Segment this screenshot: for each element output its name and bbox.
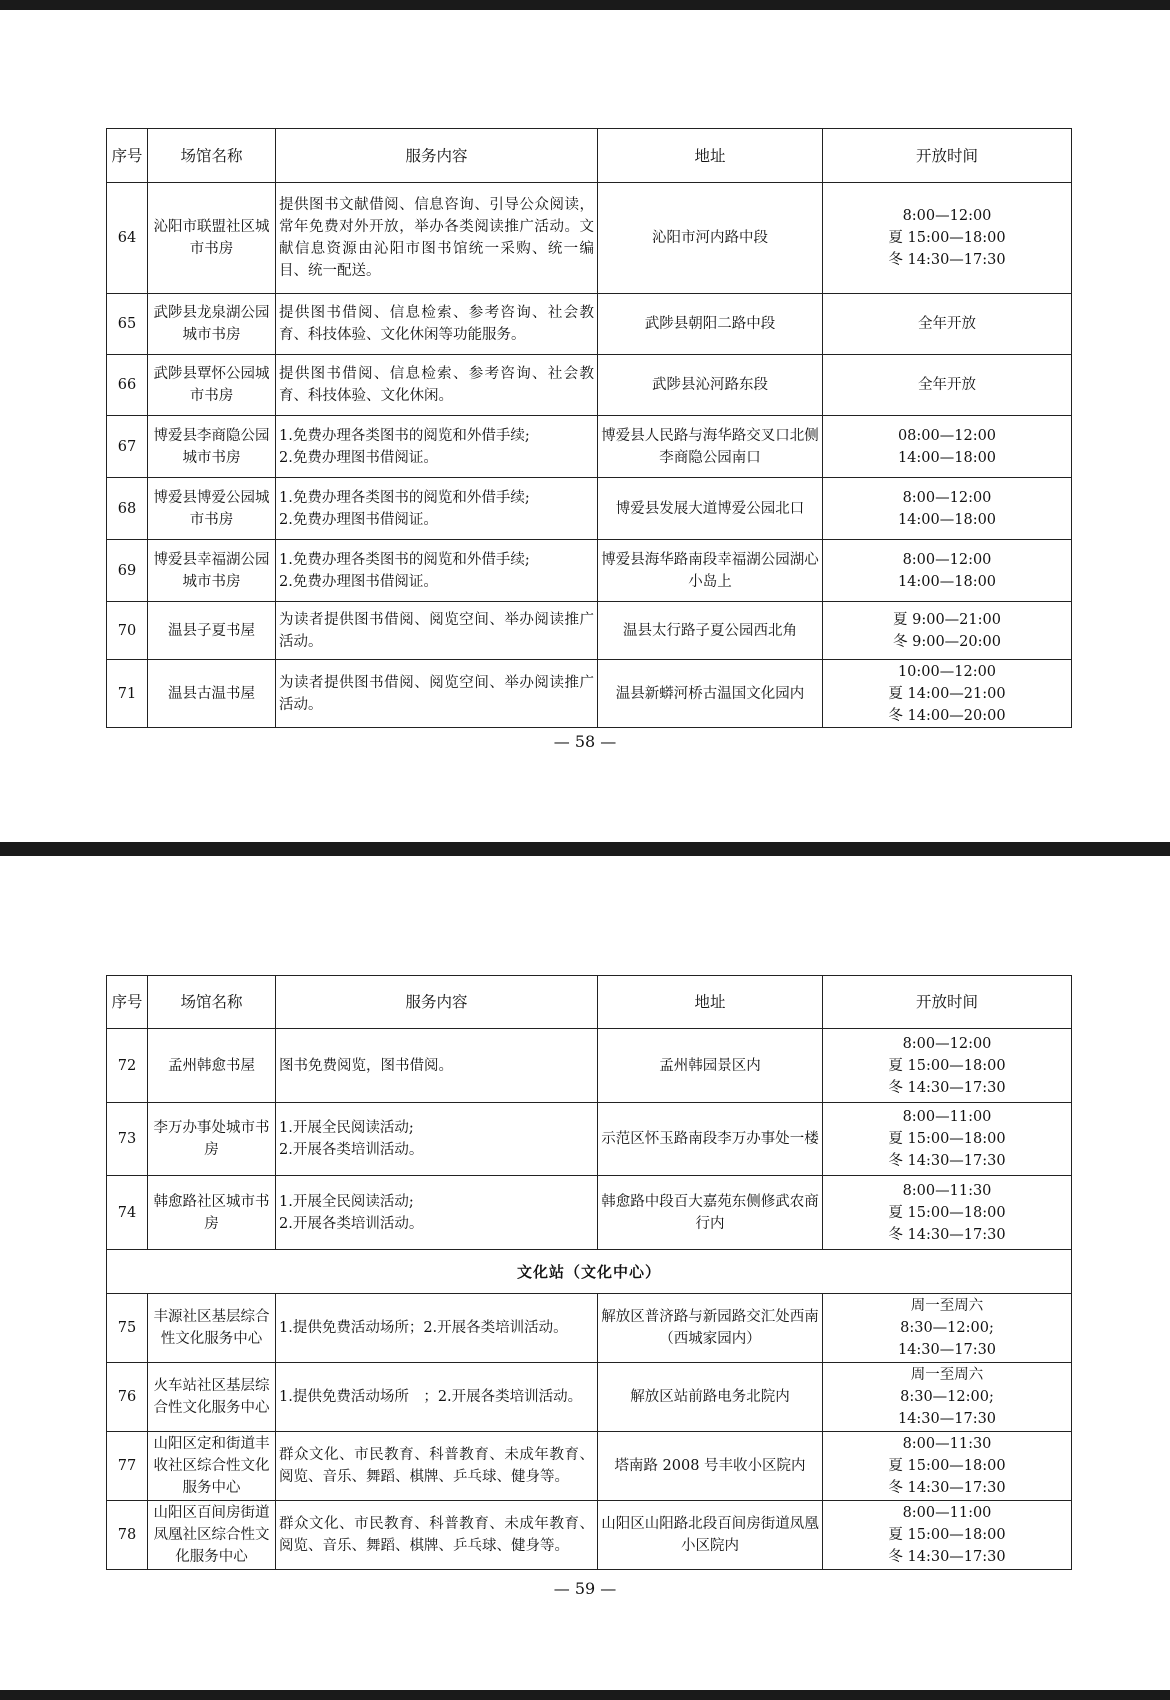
row-service: 提供图书借阅、信息检索、参考咨询、社会教育、科技体验、文化休闲等功能服务。 — [276, 294, 598, 355]
row-service: 1.提供免费活动场所；2.开展各类培训活动。 — [276, 1294, 598, 1363]
header-hours: 开放时间 — [823, 129, 1072, 183]
table-row — [107, 416, 1072, 478]
row-address: 解放区站前路电务北院内 — [598, 1363, 823, 1432]
row-service: 1.开展全民阅读活动; 2.开展各类培训活动。 — [276, 1176, 598, 1250]
row-hours: 8:00—12:00 夏 15:00—18:00 冬 14:30—17:30 — [823, 183, 1072, 294]
row-address: 山阳区山阳路北段百间房街道凤凰小区院内 — [598, 1501, 823, 1570]
row-address: 韩愈路中段百大嘉苑东侧修武农商行内 — [598, 1176, 823, 1250]
row-no: 76 — [107, 1363, 148, 1432]
row-address: 温县太行路子夏公园西北角 — [598, 602, 823, 660]
row-service: 提供图书文献借阅、信息咨询、引导公众阅读，常年免费对外开放，举办各类阅读推广活动。文献信息资源由沁阳市图书馆统一采购、统一编目、统一配送。 — [276, 183, 598, 294]
row-service: 图书免费阅览，图书借阅。 — [276, 1029, 598, 1103]
row-no: 64 — [107, 183, 148, 294]
row-address: 温县新蟒河桥古温国文化园内 — [598, 660, 823, 728]
row-hours: 全年开放 — [823, 355, 1072, 416]
table-header-row — [107, 129, 1072, 183]
row-name: 韩愈路社区城市书房 — [148, 1176, 276, 1250]
row-no: 73 — [107, 1103, 148, 1176]
row-no: 78 — [107, 1501, 148, 1570]
row-service: 为读者提供图书借阅、阅览空间、举办阅读推广活动。 — [276, 660, 598, 728]
table-row — [107, 1029, 1072, 1103]
row-hours: 10:00—12:00 夏 14:00—21:00 冬 14:00—20:00 — [823, 660, 1072, 728]
header-service: 服务内容 — [276, 129, 598, 183]
page-number: — 58 — — [553, 732, 617, 751]
section-row — [107, 1250, 1072, 1294]
table-row — [107, 294, 1072, 355]
row-address: 博爱县海华路南段幸福湖公园湖心小岛上 — [598, 540, 823, 602]
table-row — [107, 1363, 1072, 1432]
row-name: 李万办事处城市书房 — [148, 1103, 276, 1176]
row-no: 72 — [107, 1029, 148, 1103]
row-address: 博爱县发展大道博爱公园北口 — [598, 478, 823, 540]
table-row — [107, 478, 1072, 540]
section-title: 文化站（文化中心） — [107, 1250, 1072, 1294]
row-name: 山阳区百间房街道凤凰社区综合性文化服务中心 — [148, 1501, 276, 1570]
page-number: — 59 — — [553, 1579, 617, 1598]
row-address: 武陟县沁河路东段 — [598, 355, 823, 416]
row-no: 75 — [107, 1294, 148, 1363]
row-hours: 8:00—12:00 14:00—18:00 — [823, 478, 1072, 540]
venue-table-page-59 — [106, 975, 1072, 1570]
table-row — [107, 602, 1072, 660]
bottom-dark-bar — [0, 1690, 1170, 1700]
row-no: 77 — [107, 1432, 148, 1501]
row-name: 沁阳市联盟社区城市书房 — [148, 183, 276, 294]
header-service: 服务内容 — [276, 976, 598, 1029]
row-no: 65 — [107, 294, 148, 355]
header-address: 地址 — [598, 976, 823, 1029]
table-header-row — [107, 976, 1072, 1029]
row-service: 1.开展全民阅读活动; 2.开展各类培训活动。 — [276, 1103, 598, 1176]
row-address: 博爱县人民路与海华路交叉口北侧李商隐公园南口 — [598, 416, 823, 478]
row-hours: 8:00—11:00 夏 15:00—18:00 冬 14:30—17:30 — [823, 1501, 1072, 1570]
row-service: 群众文化、市民教育、科普教育、未成年教育、阅览、音乐、舞蹈、棋牌、乒乓球、健身等。 — [276, 1501, 598, 1570]
header-address: 地址 — [598, 129, 823, 183]
venue-table-page-58 — [106, 128, 1072, 728]
table-row — [107, 1432, 1072, 1501]
row-no: 69 — [107, 540, 148, 602]
row-hours: 08:00—12:00 14:00—18:00 — [823, 416, 1072, 478]
row-no: 71 — [107, 660, 148, 728]
table-row — [107, 1501, 1072, 1570]
row-hours: 夏 9:00—21:00 冬 9:00—20:00 — [823, 602, 1072, 660]
header-name: 场馆名称 — [148, 129, 276, 183]
row-name: 博爱县博爱公园城市书房 — [148, 478, 276, 540]
row-address: 孟州韩园景区内 — [598, 1029, 823, 1103]
row-no: 68 — [107, 478, 148, 540]
row-name: 武陟县覃怀公园城市书房 — [148, 355, 276, 416]
row-service: 1.免费办理各类图书的阅览和外借手续; 2.免费办理图书借阅证。 — [276, 540, 598, 602]
row-address: 解放区普济路与新园路交汇处西南（西城家园内） — [598, 1294, 823, 1363]
row-address: 武陟县朝阳二路中段 — [598, 294, 823, 355]
row-hours: 周一至周六 8:30—12:00; 14:30—17:30 — [823, 1363, 1072, 1432]
row-service: 1.免费办理各类图书的阅览和外借手续; 2.免费办理图书借阅证。 — [276, 416, 598, 478]
row-name: 火车站社区基层综合性文化服务中心 — [148, 1363, 276, 1432]
header-hours: 开放时间 — [823, 976, 1072, 1029]
table-row — [107, 355, 1072, 416]
row-name: 孟州韩愈书屋 — [148, 1029, 276, 1103]
table-row — [107, 1294, 1072, 1363]
row-name: 博爱县幸福湖公园城市书房 — [148, 540, 276, 602]
table-row — [107, 183, 1072, 294]
row-no: 70 — [107, 602, 148, 660]
row-service: 1.提供免费活动场所 ；2.开展各类培训活动。 — [276, 1363, 598, 1432]
row-no: 67 — [107, 416, 148, 478]
row-hours: 8:00—12:00 夏 15:00—18:00 冬 14:30—17:30 — [823, 1029, 1072, 1103]
row-name: 山阳区定和街道丰收社区综合性文化服务中心 — [148, 1432, 276, 1501]
row-hours: 8:00—12:00 14:00—18:00 — [823, 540, 1072, 602]
row-hours: 8:00—11:30 夏 15:00—18:00 冬 14:30—17:30 — [823, 1176, 1072, 1250]
row-name: 武陟县龙泉湖公园城市书房 — [148, 294, 276, 355]
row-hours: 8:00—11:00 夏 15:00—18:00 冬 14:30—17:30 — [823, 1103, 1072, 1176]
table-row — [107, 540, 1072, 602]
row-name: 丰源社区基层综合性文化服务中心 — [148, 1294, 276, 1363]
row-name: 温县子夏书屋 — [148, 602, 276, 660]
row-no: 74 — [107, 1176, 148, 1250]
row-name: 温县古温书屋 — [148, 660, 276, 728]
header-no: 序号 — [107, 976, 148, 1029]
row-service: 1.免费办理各类图书的阅览和外借手续; 2.免费办理图书借阅证。 — [276, 478, 598, 540]
row-name: 博爱县李商隐公园城市书房 — [148, 416, 276, 478]
row-service: 群众文化、市民教育、科普教育、未成年教育、阅览、音乐、舞蹈、棋牌、乒乓球、健身等。 — [276, 1432, 598, 1501]
middle-dark-bar — [0, 842, 1170, 856]
row-service: 提供图书借阅、信息检索、参考咨询、社会教育、科技体验、文化休闲。 — [276, 355, 598, 416]
header-no: 序号 — [107, 129, 148, 183]
row-service: 为读者提供图书借阅、阅览空间、举办阅读推广活动。 — [276, 602, 598, 660]
table-row — [107, 660, 1072, 728]
row-address: 示范区怀玉路南段李万办事处一楼 — [598, 1103, 823, 1176]
table-row — [107, 1103, 1072, 1176]
row-hours: 全年开放 — [823, 294, 1072, 355]
header-name: 场馆名称 — [148, 976, 276, 1029]
row-address: 沁阳市河内路中段 — [598, 183, 823, 294]
row-hours: 周一至周六 8:30—12:00; 14:30—17:30 — [823, 1294, 1072, 1363]
document-page-59 — [0, 856, 1170, 1690]
table-row — [107, 1176, 1072, 1250]
row-no: 66 — [107, 355, 148, 416]
row-hours: 8:00—11:30 夏 15:00—18:00 冬 14:30—17:30 — [823, 1432, 1072, 1501]
row-address: 塔南路 2008 号丰收小区院内 — [598, 1432, 823, 1501]
document-page-58 — [0, 0, 1170, 842]
